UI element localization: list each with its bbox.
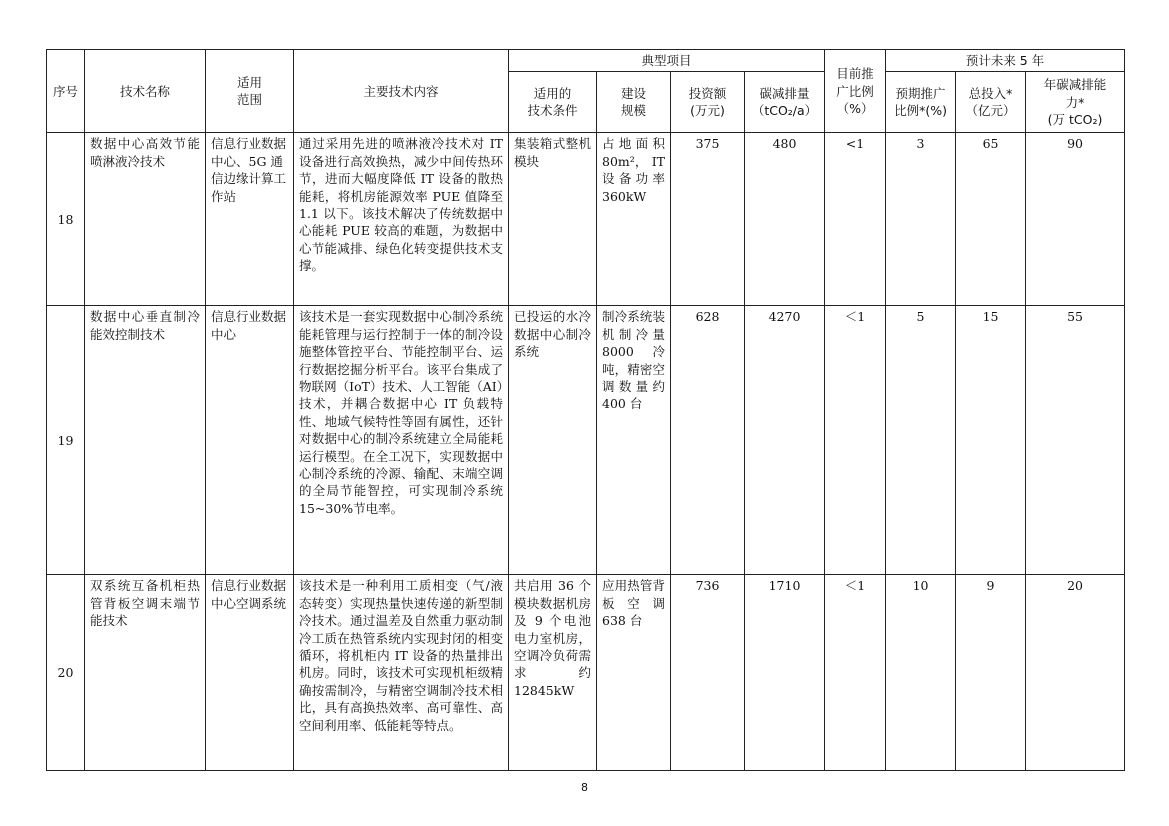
header-scope: 适用 范围 [206,50,294,133]
row-reduction: 4270 [745,306,825,575]
row-tech-name: 双系统互备机柜热管背板空调末端节能技术 [85,575,206,771]
row-scale: 制冷系统装机制冷量 8000 冷吨，精密空调数量约 400 台 [597,306,671,575]
header-current-ratio: 目前推 广比例 （%） [825,50,886,133]
row-reduction: 1710 [745,575,825,771]
row-expected-ratio: 5 [886,306,956,575]
technology-table [46,49,1125,771]
row-annual-capacity: 90 [1026,133,1125,306]
row-conditions: 集装箱式整机模块 [509,133,597,306]
row-reduction: 480 [745,133,825,306]
row-tech-name: 数据中心高效节能喷淋液冷技术 [85,133,206,306]
header-forecast: 预计未来 5 年 [886,50,1125,72]
row-investment: 736 [671,575,745,771]
header-investment: 投资额 (万元) [671,72,745,133]
header-expected-ratio: 预期推广 比例*(%) [886,72,956,133]
row-scope: 信息行业数据中心空调系统 [206,575,294,771]
row-expected-ratio: 3 [886,133,956,306]
row-total-invest: 15 [956,306,1026,575]
row-content: 通过采用先进的喷淋液冷技术对 IT 设备进行高效换热，减少中间传热环节，进而大幅度降低 IT 设备的散热能耗，将机房能源效率 PUE 值降至 1.1 以下。该技术解决了传统数据中心能耗 PUE 较高的难题，为数据中心节能减排、绿色化转变提供技术支撑。 [294,133,509,306]
row-conditions: 共启用 36 个模块数据机房及 9 个电池电力室机房，空调冷负荷需求约 12845kW [509,575,597,771]
row-investment: 628 [671,306,745,575]
row-total-invest: 9 [956,575,1026,771]
row-current-ratio: ＜1 [825,306,886,575]
row-scope: 信息行业数据中心、5G 通信边缘计算工作站 [206,133,294,306]
row-expected-ratio: 10 [886,575,956,771]
table-row [47,306,1125,575]
page-number: 8 [581,781,588,794]
header-tech-name: 技术名称 [85,50,206,133]
row-content: 该技术是一套实现数据中心制冷系统能耗管理与运行控制于一体的制冷设施整体管控平台、节能控制平台、运行数据挖掘分析平台。该平台集成了物联网（IoT）技术、人工智能（AI）技术，并耦合数据中心 IT 负载特性、地域气候特性等固有属性，还针对数据中心的制冷系统建立全局能耗运行模型。在全工况下，实现数据中心制冷系统的冷源、输配、末端空调的全局节能智控，可实现制冷系统 15~30%节电率。 [294,306,509,575]
header-scale: 建设 规模 [597,72,671,133]
row-scale: 应用热管背板空调 638 台 [597,575,671,771]
row-current-ratio: ＜1 [825,575,886,771]
row-scope: 信息行业数据中心 [206,306,294,575]
row-total-invest: 65 [956,133,1026,306]
row-annual-capacity: 55 [1026,306,1125,575]
header-annual-capacity: 年碳减排能 力* (万 tCO₂) [1026,72,1125,133]
row-tech-name: 数据中心垂直制冷能效控制技术 [85,306,206,575]
table-row [47,575,1125,771]
row-seq: 18 [47,133,85,306]
row-seq: 19 [47,306,85,575]
header-reduction: 碳减排量 （tCO₂/a） [745,72,825,133]
header-typical-project: 典型项目 [509,50,825,72]
table-row [47,133,1125,306]
header-total-invest: 总投入* （亿元） [956,72,1026,133]
header-seq: 序号 [47,50,85,133]
row-annual-capacity: 20 [1026,575,1125,771]
row-content: 该技术是一种利用工质相变（气/液态转变）实现热量快速传递的新型制冷技术。通过温差及自然重力驱动制冷工质在热管系统内实现封闭的相变循环，将机柜内 IT 设备的热量排出机房。同时，该技术可实现机柜级精确按需制冷，与精密空调制冷技术相比，具有高换热效率、高可靠性、高空间利用率、低能耗等特点。 [294,575,509,771]
header-conditions: 适用的 技术条件 [509,72,597,133]
header-content: 主要技术内容 [294,50,509,133]
row-conditions: 已投运的水冷数据中心制冷系统 [509,306,597,575]
row-scale: 占地面积 80m²， IT 设备功率 360kW [597,133,671,306]
row-current-ratio: <1 [825,133,886,306]
row-investment: 375 [671,133,745,306]
row-seq: 20 [47,575,85,771]
